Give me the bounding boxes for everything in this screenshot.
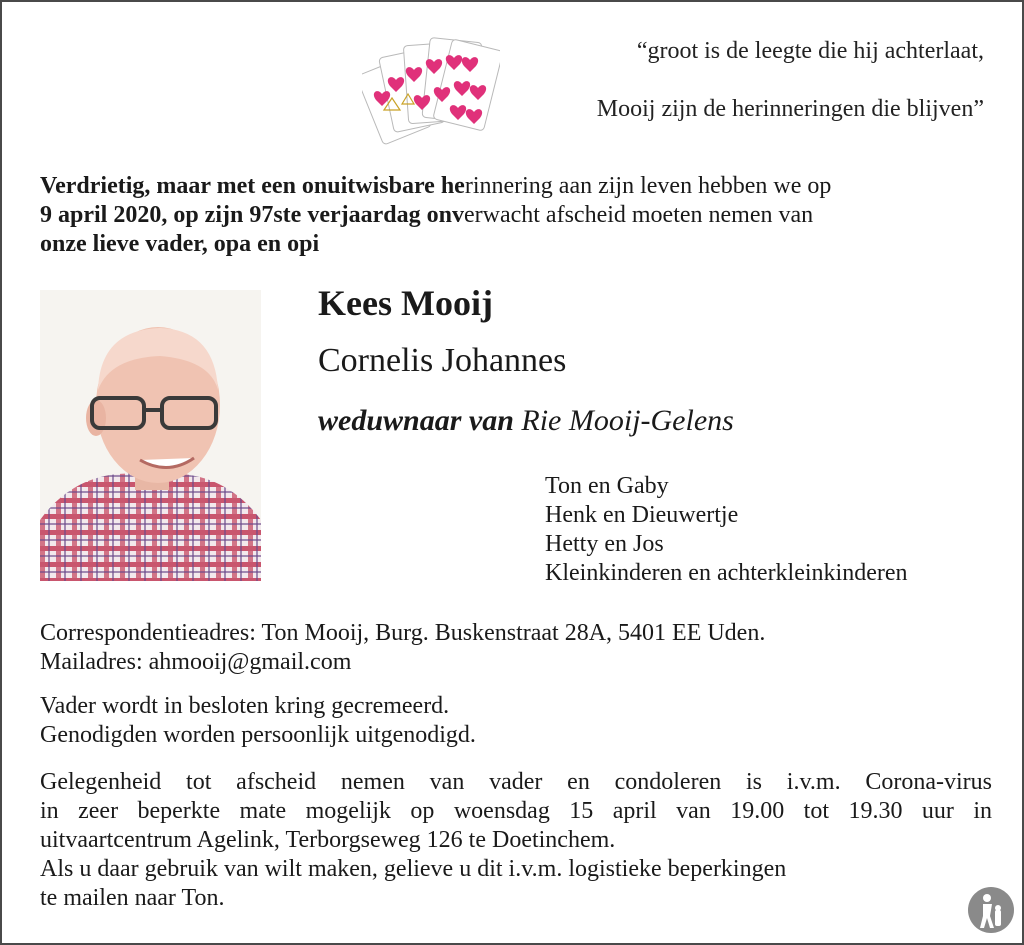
intro-line-2 (40, 201, 1000, 230)
family-member: Hetty en Jos (545, 531, 664, 557)
farewell-line-2: in zeer beperkte mate mogelijk op woensdag 15 april van 19.00 tot 19.30 uur in (40, 798, 992, 824)
family-member: Kleinkinderen en achterkleinkinderen (545, 560, 908, 586)
farewell-line-5: te mailen naar Ton. (40, 885, 225, 911)
family-list (545, 472, 908, 588)
deceased-full-name: Cornelis Johannes (318, 342, 567, 379)
farewell-line-3: uitvaartcentrum Agelink, Terborgseweg 126 te Doetinchem. (40, 827, 616, 853)
family-member: Ton en Gaby (545, 473, 669, 499)
spouse-name: Rie Mooij-Gelens (521, 404, 734, 437)
farewell-info (40, 768, 992, 913)
intro-line-1 (40, 172, 1000, 201)
widower-line (318, 404, 734, 438)
family-member: Henk en Dieuwertje (545, 502, 739, 528)
quote-line-2: Mooij zijn de herinneringen die blijven” (596, 96, 984, 122)
playing-cards-hearts-icon (362, 24, 500, 148)
cremation-info (40, 692, 992, 750)
farewell-line-1: Gelegenheid tot afscheid nemen van vader en condoleren is i.v.m. Corona-virus (40, 769, 992, 795)
intro-text (40, 172, 1000, 259)
intro-line-2-bold: 9 april 2020, op zijn 97ste verjaardag onv (40, 202, 464, 228)
portrait-photo (40, 290, 261, 581)
cremation-line-2: Genodigden worden persoonlijk uitgenodigd. (40, 722, 476, 748)
quote-line-1: “groot is de leegte die hij achterlaat, (636, 38, 984, 64)
cremation-line-1: Vader wordt in besloten kring gecremeerd. (40, 693, 450, 719)
contact-info (40, 619, 992, 677)
memorial-logo-icon (967, 886, 1015, 934)
deceased-name: Kees Mooij (318, 283, 493, 323)
intro-line-2-rest: erwacht afscheid moeten nemen van (463, 202, 814, 228)
intro-line-3: onze lieve vader, opa en opi (40, 231, 320, 257)
intro-line-1-rest: rinnering aan zijn leven hebben we op (464, 173, 832, 199)
email-address: Mailadres: ahmooij@gmail.com (40, 649, 352, 675)
farewell-line-4: Als u daar gebruik van wilt maken, gelieve u dit i.v.m. logistieke beperkingen (40, 856, 787, 882)
widower-label: weduwnaar van (318, 404, 514, 437)
correspondence-address: Correspondentieadres: Ton Mooij, Burg. Buskenstraat 28A, 5401 EE Uden. (40, 620, 766, 646)
intro-line-1-bold: Verdrietig, maar met een onuitwisbare he (40, 173, 465, 199)
